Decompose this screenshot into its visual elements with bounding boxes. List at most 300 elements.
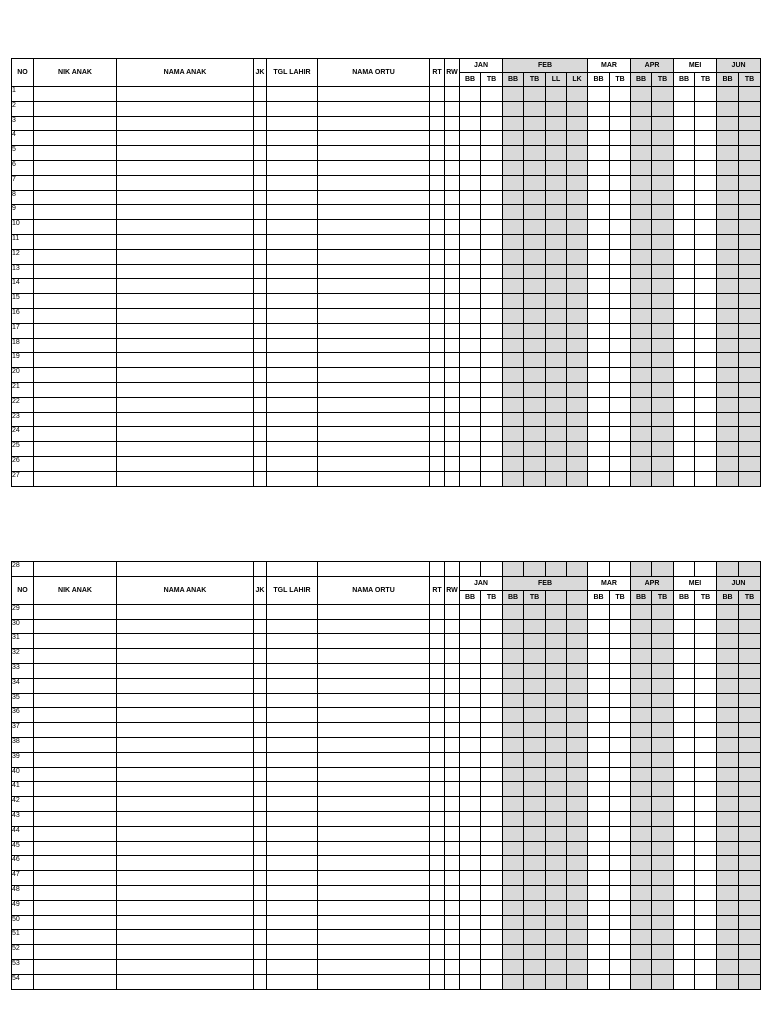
table-cell[interactable]: [588, 871, 610, 886]
table-cell[interactable]: [717, 871, 739, 886]
table-cell[interactable]: [460, 841, 481, 856]
table-cell[interactable]: [445, 234, 460, 249]
table-cell[interactable]: [695, 974, 717, 989]
table-cell[interactable]: [546, 220, 567, 235]
table-cell[interactable]: [460, 353, 481, 368]
table-cell[interactable]: [503, 146, 524, 161]
table-cell[interactable]: [254, 752, 267, 767]
table-cell[interactable]: [695, 323, 717, 338]
table-cell[interactable]: [695, 456, 717, 471]
table-cell[interactable]: [695, 900, 717, 915]
table-cell[interactable]: [739, 190, 761, 205]
table-cell[interactable]: [567, 959, 588, 974]
table-cell[interactable]: [652, 116, 674, 131]
table-cell[interactable]: [546, 945, 567, 960]
table-cell[interactable]: [546, 338, 567, 353]
table-cell[interactable]: [503, 249, 524, 264]
table-cell[interactable]: [430, 841, 445, 856]
table-cell[interactable]: [610, 930, 631, 945]
table-cell[interactable]: [524, 205, 546, 220]
table-cell[interactable]: [503, 87, 524, 102]
table-cell[interactable]: [717, 205, 739, 220]
table-cell[interactable]: [674, 294, 695, 309]
table-cell[interactable]: [430, 353, 445, 368]
table-cell[interactable]: [674, 160, 695, 175]
table-cell[interactable]: [267, 737, 318, 752]
table-cell[interactable]: [739, 930, 761, 945]
table-cell[interactable]: [588, 87, 610, 102]
table-cell[interactable]: [524, 708, 546, 723]
table-cell[interactable]: [267, 294, 318, 309]
table-cell[interactable]: [546, 693, 567, 708]
table-cell[interactable]: [652, 308, 674, 323]
table-cell[interactable]: [588, 368, 610, 383]
table-cell[interactable]: [503, 353, 524, 368]
table-cell[interactable]: [460, 234, 481, 249]
table-cell[interactable]: [503, 220, 524, 235]
table-cell[interactable]: [524, 841, 546, 856]
table-cell[interactable]: [117, 841, 254, 856]
table-cell[interactable]: [445, 811, 460, 826]
table-cell[interactable]: [318, 663, 430, 678]
table-cell[interactable]: [460, 945, 481, 960]
table-cell[interactable]: [481, 959, 503, 974]
table-cell[interactable]: [34, 264, 117, 279]
table-cell[interactable]: [481, 175, 503, 190]
table-cell[interactable]: [588, 974, 610, 989]
table-cell[interactable]: [652, 782, 674, 797]
table-cell[interactable]: [117, 871, 254, 886]
table-cell[interactable]: [318, 708, 430, 723]
table-cell[interactable]: [631, 974, 652, 989]
table-cell[interactable]: [318, 308, 430, 323]
table-cell[interactable]: [524, 427, 546, 442]
table-cell[interactable]: [717, 678, 739, 693]
table-cell[interactable]: [34, 249, 117, 264]
table-cell[interactable]: [117, 308, 254, 323]
table-cell[interactable]: [695, 471, 717, 486]
table-cell[interactable]: [267, 678, 318, 693]
table-cell[interactable]: [430, 856, 445, 871]
table-cell[interactable]: [546, 397, 567, 412]
table-cell[interactable]: [34, 190, 117, 205]
table-cell[interactable]: [674, 190, 695, 205]
table-cell[interactable]: [430, 175, 445, 190]
table-cell[interactable]: [503, 131, 524, 146]
table-cell[interactable]: [481, 782, 503, 797]
table-cell[interactable]: [267, 249, 318, 264]
table-cell[interactable]: [117, 87, 254, 102]
table-cell[interactable]: [117, 190, 254, 205]
table-cell[interactable]: [610, 841, 631, 856]
table-cell[interactable]: [481, 160, 503, 175]
table-cell[interactable]: [717, 562, 739, 577]
table-cell[interactable]: [524, 752, 546, 767]
table-cell[interactable]: [631, 649, 652, 664]
table-cell[interactable]: [631, 562, 652, 577]
table-cell[interactable]: [460, 190, 481, 205]
table-cell[interactable]: [674, 604, 695, 619]
table-cell[interactable]: [739, 752, 761, 767]
table-cell[interactable]: [117, 160, 254, 175]
table-cell[interactable]: [117, 146, 254, 161]
table-cell[interactable]: [610, 338, 631, 353]
table-cell[interactable]: [254, 456, 267, 471]
table-cell[interactable]: [460, 959, 481, 974]
table-cell[interactable]: [631, 945, 652, 960]
table-cell[interactable]: [567, 146, 588, 161]
table-cell[interactable]: [430, 116, 445, 131]
table-cell[interactable]: [567, 856, 588, 871]
table-cell[interactable]: [652, 353, 674, 368]
table-cell[interactable]: [739, 915, 761, 930]
table-cell[interactable]: [503, 471, 524, 486]
table-cell[interactable]: [652, 826, 674, 841]
table-cell[interactable]: [610, 308, 631, 323]
table-cell[interactable]: [445, 752, 460, 767]
table-cell[interactable]: [318, 175, 430, 190]
table-cell[interactable]: [430, 562, 445, 577]
table-cell[interactable]: [503, 264, 524, 279]
table-cell[interactable]: [739, 323, 761, 338]
table-cell[interactable]: [610, 397, 631, 412]
table-cell[interactable]: [254, 190, 267, 205]
table-cell[interactable]: [674, 264, 695, 279]
table-cell[interactable]: [610, 427, 631, 442]
table-cell[interactable]: [117, 382, 254, 397]
table-cell[interactable]: [524, 353, 546, 368]
table-cell[interactable]: [588, 190, 610, 205]
table-cell[interactable]: [588, 338, 610, 353]
table-cell[interactable]: [430, 678, 445, 693]
table-cell[interactable]: [481, 767, 503, 782]
table-cell[interactable]: [267, 308, 318, 323]
table-cell[interactable]: [652, 175, 674, 190]
table-cell[interactable]: [34, 456, 117, 471]
table-cell[interactable]: [267, 131, 318, 146]
table-cell[interactable]: [610, 456, 631, 471]
table-cell[interactable]: [739, 160, 761, 175]
table-cell[interactable]: [117, 368, 254, 383]
table-cell[interactable]: [652, 160, 674, 175]
table-cell[interactable]: [695, 442, 717, 457]
table-cell[interactable]: [481, 562, 503, 577]
table-cell[interactable]: [503, 915, 524, 930]
table-cell[interactable]: [34, 856, 117, 871]
table-cell[interactable]: [546, 930, 567, 945]
table-cell[interactable]: [430, 397, 445, 412]
table-cell[interactable]: [481, 338, 503, 353]
table-cell[interactable]: [481, 649, 503, 664]
table-cell[interactable]: [588, 397, 610, 412]
table-cell[interactable]: [318, 649, 430, 664]
table-cell[interactable]: [254, 427, 267, 442]
table-cell[interactable]: [254, 900, 267, 915]
table-cell[interactable]: [652, 397, 674, 412]
table-cell[interactable]: [524, 649, 546, 664]
table-cell[interactable]: [695, 826, 717, 841]
table-cell[interactable]: [652, 234, 674, 249]
table-cell[interactable]: [631, 663, 652, 678]
table-cell[interactable]: [610, 234, 631, 249]
table-cell[interactable]: [588, 442, 610, 457]
table-cell[interactable]: [610, 116, 631, 131]
table-cell[interactable]: [481, 945, 503, 960]
table-cell[interactable]: [481, 279, 503, 294]
table-cell[interactable]: [460, 797, 481, 812]
table-cell[interactable]: [34, 471, 117, 486]
table-cell[interactable]: [524, 308, 546, 323]
table-cell[interactable]: [254, 708, 267, 723]
table-cell[interactable]: [445, 562, 460, 577]
table-cell[interactable]: [503, 678, 524, 693]
table-cell[interactable]: [588, 752, 610, 767]
table-cell[interactable]: [674, 220, 695, 235]
table-cell[interactable]: [503, 323, 524, 338]
table-cell[interactable]: [318, 412, 430, 427]
table-cell[interactable]: [503, 160, 524, 175]
table-cell[interactable]: [717, 249, 739, 264]
table-cell[interactable]: [674, 885, 695, 900]
table-cell[interactable]: [318, 116, 430, 131]
table-cell[interactable]: [430, 442, 445, 457]
table-cell[interactable]: [652, 841, 674, 856]
table-cell[interactable]: [503, 234, 524, 249]
table-cell[interactable]: [546, 456, 567, 471]
table-cell[interactable]: [524, 264, 546, 279]
table-cell[interactable]: [481, 368, 503, 383]
table-cell[interactable]: [503, 397, 524, 412]
table-cell[interactable]: [567, 471, 588, 486]
table-cell[interactable]: [481, 693, 503, 708]
table-cell[interactable]: [318, 323, 430, 338]
table-cell[interactable]: [34, 87, 117, 102]
table-cell[interactable]: [445, 782, 460, 797]
table-cell[interactable]: [445, 471, 460, 486]
table-cell[interactable]: [34, 382, 117, 397]
table-cell[interactable]: [117, 220, 254, 235]
table-cell[interactable]: [117, 427, 254, 442]
table-cell[interactable]: [481, 871, 503, 886]
table-cell[interactable]: [34, 308, 117, 323]
table-cell[interactable]: [739, 353, 761, 368]
table-cell[interactable]: [610, 693, 631, 708]
table-cell[interactable]: [445, 693, 460, 708]
table-cell[interactable]: [652, 368, 674, 383]
table-cell[interactable]: [567, 308, 588, 323]
table-cell[interactable]: [117, 767, 254, 782]
table-cell[interactable]: [739, 723, 761, 738]
table-cell[interactable]: [567, 737, 588, 752]
table-cell[interactable]: [610, 604, 631, 619]
table-cell[interactable]: [524, 294, 546, 309]
table-cell[interactable]: [588, 767, 610, 782]
table-cell[interactable]: [588, 471, 610, 486]
table-cell[interactable]: [481, 471, 503, 486]
table-cell[interactable]: [717, 634, 739, 649]
table-cell[interactable]: [524, 737, 546, 752]
table-cell[interactable]: [430, 945, 445, 960]
table-cell[interactable]: [674, 323, 695, 338]
table-cell[interactable]: [34, 915, 117, 930]
table-cell[interactable]: [717, 826, 739, 841]
table-cell[interactable]: [588, 841, 610, 856]
table-cell[interactable]: [652, 663, 674, 678]
table-cell[interactable]: [588, 826, 610, 841]
table-cell[interactable]: [460, 900, 481, 915]
table-cell[interactable]: [610, 323, 631, 338]
table-cell[interactable]: [267, 234, 318, 249]
table-cell[interactable]: [567, 649, 588, 664]
table-cell[interactable]: [318, 442, 430, 457]
table-cell[interactable]: [481, 737, 503, 752]
table-cell[interactable]: [652, 974, 674, 989]
table-cell[interactable]: [34, 562, 117, 577]
table-cell[interactable]: [503, 382, 524, 397]
table-cell[interactable]: [445, 368, 460, 383]
table-cell[interactable]: [588, 678, 610, 693]
table-cell[interactable]: [588, 737, 610, 752]
table-cell[interactable]: [430, 220, 445, 235]
table-cell[interactable]: [717, 353, 739, 368]
table-cell[interactable]: [117, 619, 254, 634]
table-cell[interactable]: [267, 915, 318, 930]
table-cell[interactable]: [34, 294, 117, 309]
table-cell[interactable]: [631, 397, 652, 412]
table-cell[interactable]: [717, 959, 739, 974]
table-cell[interactable]: [445, 190, 460, 205]
table-cell[interactable]: [546, 116, 567, 131]
table-cell[interactable]: [254, 634, 267, 649]
table-cell[interactable]: [588, 856, 610, 871]
table-cell[interactable]: [503, 930, 524, 945]
table-cell[interactable]: [546, 264, 567, 279]
table-cell[interactable]: [739, 900, 761, 915]
table-cell[interactable]: [117, 915, 254, 930]
table-cell[interactable]: [34, 604, 117, 619]
table-cell[interactable]: [318, 101, 430, 116]
table-cell[interactable]: [717, 885, 739, 900]
table-cell[interactable]: [567, 220, 588, 235]
table-cell[interactable]: [674, 397, 695, 412]
table-cell[interactable]: [267, 190, 318, 205]
table-cell[interactable]: [445, 959, 460, 974]
table-cell[interactable]: [445, 87, 460, 102]
table-cell[interactable]: [34, 871, 117, 886]
table-cell[interactable]: [254, 382, 267, 397]
table-cell[interactable]: [117, 249, 254, 264]
table-cell[interactable]: [503, 412, 524, 427]
table-cell[interactable]: [34, 959, 117, 974]
table-cell[interactable]: [695, 915, 717, 930]
table-cell[interactable]: [631, 338, 652, 353]
table-cell[interactable]: [546, 131, 567, 146]
table-cell[interactable]: [254, 368, 267, 383]
table-cell[interactable]: [695, 604, 717, 619]
table-cell[interactable]: [445, 723, 460, 738]
table-cell[interactable]: [267, 811, 318, 826]
table-cell[interactable]: [739, 708, 761, 723]
table-cell[interactable]: [610, 856, 631, 871]
table-cell[interactable]: [430, 190, 445, 205]
table-cell[interactable]: [34, 338, 117, 353]
table-cell[interactable]: [267, 959, 318, 974]
table-cell[interactable]: [674, 930, 695, 945]
table-cell[interactable]: [631, 782, 652, 797]
table-cell[interactable]: [481, 841, 503, 856]
table-cell[interactable]: [610, 562, 631, 577]
table-cell[interactable]: [652, 427, 674, 442]
table-cell[interactable]: [34, 737, 117, 752]
table-cell[interactable]: [567, 353, 588, 368]
table-cell[interactable]: [610, 649, 631, 664]
table-cell[interactable]: [546, 442, 567, 457]
table-cell[interactable]: [445, 323, 460, 338]
table-cell[interactable]: [567, 678, 588, 693]
table-cell[interactable]: [674, 663, 695, 678]
table-cell[interactable]: [631, 900, 652, 915]
table-cell[interactable]: [695, 871, 717, 886]
table-cell[interactable]: [567, 264, 588, 279]
table-cell[interactable]: [254, 146, 267, 161]
table-cell[interactable]: [430, 471, 445, 486]
table-cell[interactable]: [546, 649, 567, 664]
table-cell[interactable]: [739, 604, 761, 619]
table-cell[interactable]: [695, 634, 717, 649]
table-cell[interactable]: [546, 900, 567, 915]
table-cell[interactable]: [588, 323, 610, 338]
table-cell[interactable]: [567, 930, 588, 945]
table-cell[interactable]: [445, 930, 460, 945]
table-cell[interactable]: [318, 338, 430, 353]
table-cell[interactable]: [631, 234, 652, 249]
table-cell[interactable]: [652, 131, 674, 146]
table-cell[interactable]: [674, 146, 695, 161]
table-cell[interactable]: [524, 945, 546, 960]
table-cell[interactable]: [460, 397, 481, 412]
table-cell[interactable]: [546, 678, 567, 693]
table-cell[interactable]: [610, 782, 631, 797]
table-cell[interactable]: [460, 338, 481, 353]
table-cell[interactable]: [652, 708, 674, 723]
table-cell[interactable]: [117, 279, 254, 294]
table-cell[interactable]: [631, 752, 652, 767]
table-cell[interactable]: [254, 131, 267, 146]
table-cell[interactable]: [430, 723, 445, 738]
table-cell[interactable]: [695, 856, 717, 871]
table-cell[interactable]: [631, 841, 652, 856]
table-cell[interactable]: [695, 264, 717, 279]
table-cell[interactable]: [717, 308, 739, 323]
table-cell[interactable]: [546, 663, 567, 678]
table-cell[interactable]: [430, 604, 445, 619]
table-cell[interactable]: [430, 826, 445, 841]
table-cell[interactable]: [430, 87, 445, 102]
table-cell[interactable]: [652, 871, 674, 886]
table-cell[interactable]: [267, 945, 318, 960]
table-cell[interactable]: [717, 160, 739, 175]
table-cell[interactable]: [34, 234, 117, 249]
table-cell[interactable]: [34, 397, 117, 412]
table-cell[interactable]: [445, 175, 460, 190]
table-cell[interactable]: [546, 885, 567, 900]
table-cell[interactable]: [524, 190, 546, 205]
table-cell[interactable]: [254, 397, 267, 412]
table-cell[interactable]: [34, 220, 117, 235]
table-cell[interactable]: [567, 723, 588, 738]
table-cell[interactable]: [695, 649, 717, 664]
table-cell[interactable]: [739, 456, 761, 471]
